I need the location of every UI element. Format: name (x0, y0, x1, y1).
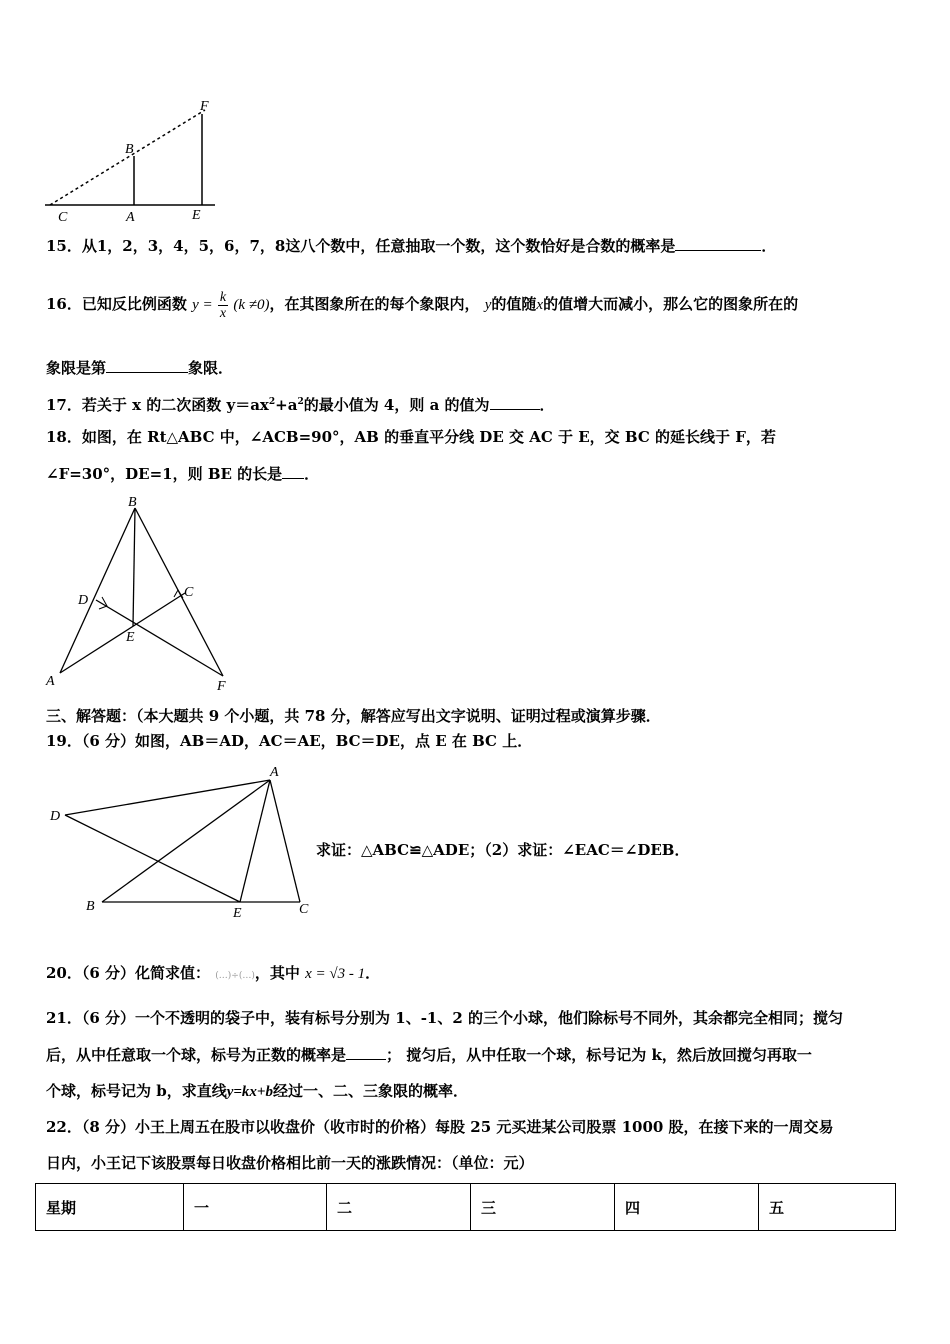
q16-fraction (218, 290, 228, 321)
label-a: A (126, 210, 135, 225)
label-c: C (299, 902, 309, 917)
q19-proof: 求证：△ABC≌△ADE；（2）求证：∠EAC＝∠DEB． (316, 841, 690, 859)
q18-blank (282, 464, 304, 479)
q15-text: 15．从1，2，3，4，5，6，7，8这八个数中，任意抽取一个数，这个数恰好是合数的概率是 (46, 237, 676, 255)
section-3-heading (46, 706, 661, 726)
q16-frac-den: x (219, 305, 227, 321)
question-17 (46, 392, 555, 415)
q21-line3-post: 经过一、二、三象限的概率． (272, 1082, 468, 1100)
q16-formula-lhs: y = (192, 297, 213, 313)
congruent-triangles-figure (40, 760, 330, 925)
question-19-proof (316, 840, 689, 860)
q16-blank (106, 358, 188, 373)
label-f: F (217, 679, 226, 693)
q16-line2-pre: 象限是第 (46, 359, 107, 377)
q22-line1: 22．（8 分）小王上周五在股市以收盘价（收市时的价格）每股 25 元买进某公司股票 1000 股，在接下来的一周交易 (46, 1118, 834, 1136)
table-header-cell: 五 (759, 1184, 896, 1231)
question-16 (46, 284, 798, 324)
label-a: A (46, 674, 55, 689)
table-header-cell: 四 (615, 1184, 759, 1231)
q21-line1: 21．（6 分）一个不透明的袋子中，装有标号分别为 1、-1、2 的三个小球，他们除标号不同外，其余都完全相同；搅匀 (46, 1009, 844, 1027)
question-16-line2 (46, 358, 233, 378)
q20-formula: x = √3 - 1 (305, 966, 366, 982)
question-21-line3 (46, 1081, 468, 1102)
question-18-line1 (46, 427, 776, 447)
q17-exp1: 2 (268, 397, 276, 407)
label-b: B (125, 142, 134, 157)
question-21-line1 (46, 1008, 843, 1028)
question-15 (46, 236, 776, 256)
question-18-line2 (46, 464, 319, 484)
question-19 (46, 731, 532, 751)
q15-blank (675, 236, 761, 251)
label-e: E (233, 906, 242, 921)
label-d: D (50, 809, 61, 824)
triangle-bde-figure (40, 493, 240, 693)
q20-pre: 20．（6 分）化简求值： (46, 964, 211, 982)
q16-var-x: x (536, 297, 544, 313)
question-22-line1 (46, 1117, 834, 1137)
q21-line2-post: ； 搅匀后，从中任取一个球，标号记为 k，然后放回搅匀再取一 (386, 1046, 812, 1064)
q17-mid: +a (275, 396, 298, 414)
table-header-cell: 星期 (36, 1184, 184, 1231)
question-20 (46, 960, 380, 986)
q21-formula: y=kx+b (226, 1084, 273, 1100)
q21-blank (346, 1045, 386, 1060)
q18-line1: 18．如图，在 Rt△ABC 中，∠ACB=90°，AB 的垂直平分线 DE 交 AC 于 E，交 BC 的延长线于 F，若 (46, 428, 776, 446)
q18-tail: ． (304, 465, 320, 483)
label-f: F (200, 99, 209, 114)
label-b: B (86, 899, 95, 914)
q16-mid2: 的值随 (491, 295, 537, 313)
label-b: B (128, 495, 137, 510)
question-22-line2 (46, 1153, 534, 1173)
q17-blank (490, 395, 540, 410)
question-21-line2 (46, 1045, 812, 1065)
section-3-text: 三、解答题：（本大题共 9 个小题，共 78 分，解答应写出文字说明、证明过程或演算步骤． (46, 707, 661, 725)
table-header-cell: 一 (184, 1184, 327, 1231)
q16-post: 的值增大而减小，那么它的图象所在的 (543, 295, 799, 313)
q20-tail: ． (365, 964, 381, 982)
q17-pre: 17．若关于 x 的二次函数 y＝ax (46, 396, 269, 414)
table-header-cell: 二 (327, 1184, 471, 1231)
q16-pre: 16．已知反比例函数 (46, 295, 187, 313)
q21-line3-pre: 个球，标号记为 b，求直线 (46, 1082, 227, 1100)
q17-tail: ． (539, 396, 555, 414)
q21-line2-pre: 后，从中任意取一个球，标号为正数的概率是 (46, 1046, 347, 1064)
label-e: E (192, 208, 201, 223)
q20-mid: ，其中 (254, 964, 300, 982)
label-e: E (126, 630, 135, 645)
label-c: C (58, 210, 68, 225)
q19-line1: 19．（6 分）如图，AB＝AD，AC＝AE，BC＝DE，点 E 在 BC 上． (46, 732, 533, 750)
q16-line2-post: 象限． (188, 359, 234, 377)
q18-line2: ∠F=30°，DE=1，则 BE 的长是 (46, 465, 283, 483)
q16-var-y: y (484, 297, 492, 313)
table-header-row (36, 1184, 896, 1231)
q16-frac-num: k (219, 289, 227, 305)
label-d: D (78, 593, 89, 608)
q17-exp2: 2 (297, 397, 304, 407)
label-a: A (270, 765, 279, 780)
q20-expression-image: (…)÷(…) (215, 971, 255, 981)
q16-mid: ，在其图象所在的每个象限内， (269, 295, 480, 313)
label-c: C (184, 585, 194, 600)
q17-post: 的最小值为 4，则 a 的值为 (303, 396, 490, 414)
q15-tail: ． (761, 237, 777, 255)
similar-triangles-figure (40, 95, 225, 227)
q22-line2: 日内，小王记下该股票每日收盘价格相比前一天的涨跌情况：（单位：元） (46, 1154, 534, 1172)
q16-formula-cond: (k ≠0) (233, 297, 270, 313)
table-header-cell: 三 (471, 1184, 615, 1231)
stock-weekday-table (35, 1183, 896, 1231)
